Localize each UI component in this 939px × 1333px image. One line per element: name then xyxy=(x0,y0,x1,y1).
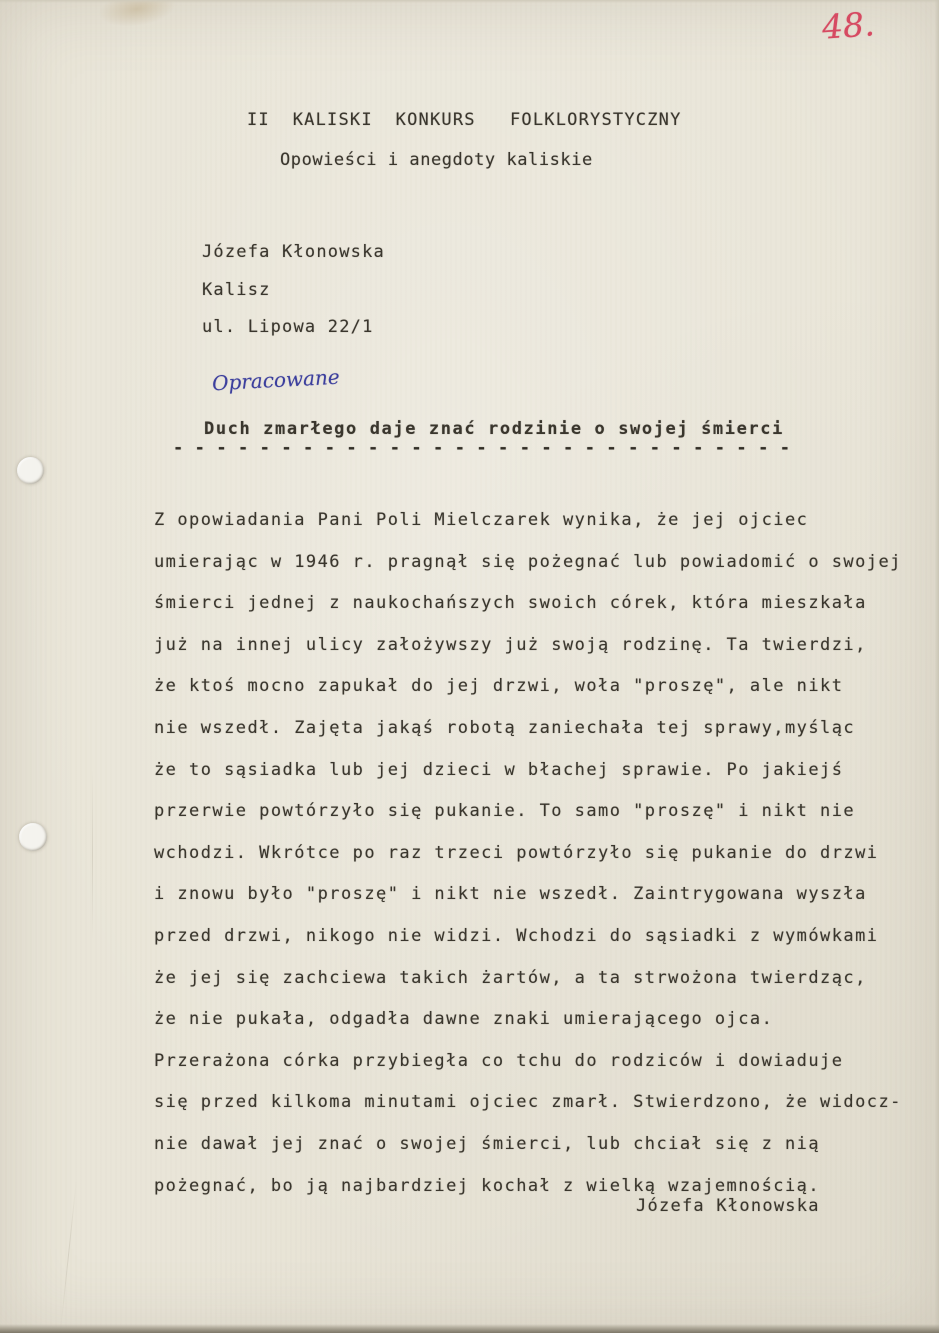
story-line: przed drzwi, nikogo nie widzi. Wchodzi do sąsiadki z wymówkami xyxy=(154,925,879,946)
story-line: i znowu było "proszę" i nikt nie wszedł. Zaintrygowana wyszła xyxy=(154,884,867,905)
signature: Józefa Kłonowska xyxy=(636,1196,820,1216)
document-title: II KALISKI KONKURS FOLKLORYSTYCZNY xyxy=(247,110,682,130)
story-line: śmierci jednej z naukochańszych swoich córek, która mieszkała xyxy=(154,593,867,614)
paper-edge-right xyxy=(935,0,939,1333)
author-name: Józefa Kłonowska xyxy=(202,242,385,262)
document-subtitle: Opowieści i anegdoty kaliskie xyxy=(280,150,593,170)
story-line: nie wszedł. Zajęta jakąś robotą zaniechała tej sprawy,myśląc xyxy=(154,717,856,738)
story-line: Z opowiadania Pani Poli Mielczarek wynika, że jej ojciec xyxy=(154,510,809,530)
story-line: pożegnać, bo ją najbardziej kochał z wielką wzajemnością. xyxy=(154,1175,821,1196)
story-line: wchodzi. Wkrótce po raz trzeci powtórzyło się pukanie do drzwi xyxy=(154,842,879,863)
story-line: Przerażona córka przybiegła co tchu do rodziców i dowiaduje xyxy=(154,1050,844,1071)
punch-hole-bottom xyxy=(19,823,47,851)
paper-edge-bottom xyxy=(0,1324,939,1333)
punch-hole-top xyxy=(17,457,44,484)
story-line: nie dawał jej znać o swojej śmierci, lub chciał się z nią xyxy=(154,1133,821,1154)
story-line: umierając w 1946 r. pragnął się pożegnać lub powiadomić o swojej xyxy=(154,551,902,572)
paper-crease xyxy=(92,770,93,940)
story-line: że jej się zachciewa takich żartów, a ta strwożona twierdząc, xyxy=(154,967,867,988)
story-line: się przed kilkoma minutami ojciec zmarł. Stwierdzono, że widocz- xyxy=(154,1092,902,1113)
story-line: że nie pukała, odgadła dawne znaki umierającego ojca. xyxy=(154,1009,774,1030)
paper-edge-top xyxy=(0,0,939,3)
story-body xyxy=(154,500,902,1207)
story-heading: Duch zmarłego daje znać rodzinie o swojej śmierci xyxy=(204,419,784,439)
story-line: już na innej ulicy założywszy już swoją rodzinę. Ta twierdzi, xyxy=(154,634,867,655)
author-block xyxy=(202,234,385,347)
story-heading-underline: - - - - - - - - - - - - - - - - - - - - - - - - - - - - - xyxy=(173,438,791,458)
author-address: ul. Lipowa 22/1 xyxy=(202,317,374,337)
author-city: Kalisz xyxy=(202,279,271,300)
story-line: przerwie powtórzyło się pukanie. To samo "proszę" i nikt nie xyxy=(154,801,856,822)
handwritten-folio-number: 48. xyxy=(820,4,876,47)
handwritten-note: Opracowane xyxy=(211,364,341,396)
story-line: że ktoś mocno zapukał do jej drzwi, woła "proszę", ale nikt xyxy=(154,676,844,697)
story-line: że to sąsiadka lub jej dzieci w błachej sprawie. Po jakiejś xyxy=(154,759,844,780)
